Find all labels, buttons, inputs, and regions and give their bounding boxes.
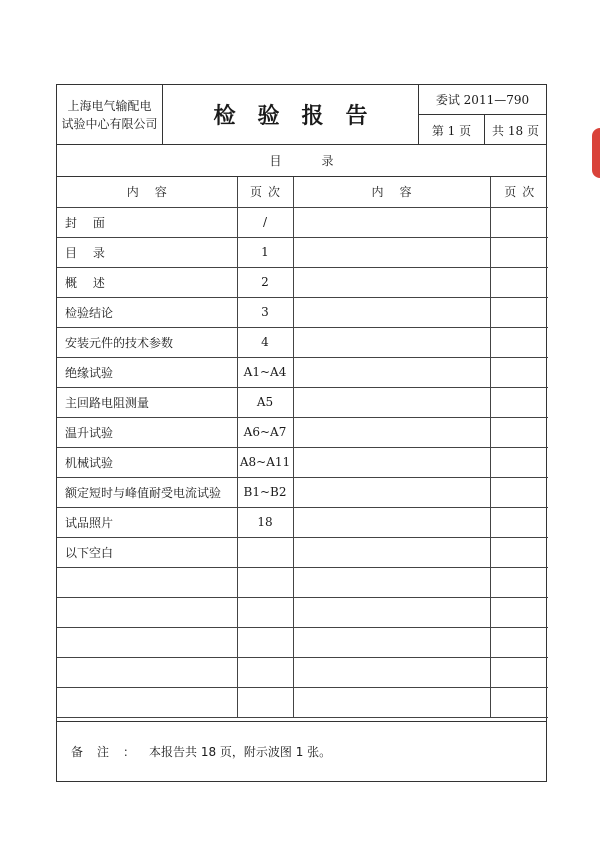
toc-entry-pages [237, 537, 293, 567]
toc-entry-pages-right [490, 387, 548, 417]
toc-row [57, 597, 548, 627]
toc-row [57, 267, 548, 297]
toc-row [57, 687, 548, 717]
remarks-text: 本报告共 18 页，附示波图 1 张。 [149, 745, 332, 759]
toc-entry-pages: A1~A4 [237, 357, 293, 387]
organization-name [57, 85, 163, 144]
toc-table [57, 177, 548, 718]
toc-entry-pages-right [490, 327, 548, 357]
toc-entry-pages: 2 [237, 267, 293, 297]
toc-entry-content-right [293, 477, 490, 507]
toc-entry-content-right [293, 537, 490, 567]
toc-entry-pages-right [490, 267, 548, 297]
toc-row [57, 657, 548, 687]
report-number: 委试 2011—790 [419, 85, 546, 115]
toc-row [57, 447, 548, 477]
toc-entry-content-right [293, 417, 490, 447]
toc-entry-content [57, 567, 237, 597]
toc-entry-content: 以下空白 [57, 537, 237, 567]
toc-entry-content: 封 面 [57, 207, 237, 237]
toc-entry-pages [237, 627, 293, 657]
toc-entry-pages: 4 [237, 327, 293, 357]
toc-entry-pages-right [490, 447, 548, 477]
toc-entry-pages-right [490, 477, 548, 507]
toc-entry-content-right [293, 597, 490, 627]
toc-entry-pages-right [490, 357, 548, 387]
org-line-2: 试验中心有限公司 [61, 116, 158, 131]
toc-row [57, 207, 548, 237]
toc-entry-content-right [293, 627, 490, 657]
toc-entry-content-right [293, 567, 490, 597]
toc-entry-content-right [293, 237, 490, 267]
toc-header-row [57, 177, 548, 207]
toc-entry-pages-right [490, 687, 548, 717]
org-line-1: 上海电气输配电 [67, 98, 152, 113]
toc-entry-content [57, 687, 237, 717]
col-header-pages: 页次 [237, 177, 293, 207]
toc-entry-pages-right [490, 657, 548, 687]
toc-entry-content-right [293, 327, 490, 357]
toc-entry-content [57, 627, 237, 657]
toc-entry-content-right [293, 657, 490, 687]
toc-entry-content-right [293, 447, 490, 477]
toc-entry-pages-right [490, 627, 548, 657]
toc-row [57, 297, 548, 327]
toc-entry-pages-right [490, 207, 548, 237]
toc-entry-content: 绝缘试验 [57, 357, 237, 387]
page-total: 共 18 页 [492, 123, 539, 138]
toc-entry-content [57, 657, 237, 687]
toc-entry-content: 概 述 [57, 267, 237, 297]
toc-entry-pages [237, 687, 293, 717]
toc-entry-pages-right [490, 537, 548, 567]
toc-row [57, 537, 548, 567]
toc-entry-pages: A5 [237, 387, 293, 417]
red-margin-mark [592, 128, 600, 178]
toc-row [57, 507, 548, 537]
toc-entry-pages: / [237, 207, 293, 237]
toc-entry-content: 温升试验 [57, 417, 237, 447]
toc-entry-pages-right [490, 597, 548, 627]
toc-entry-content: 安装元件的技术参数 [57, 327, 237, 357]
toc-entry-pages-right [490, 567, 548, 597]
toc-row [57, 327, 548, 357]
toc-entry-pages-right [490, 417, 548, 447]
col-header-content-2: 内容 [293, 177, 490, 207]
remarks-label: 备注： [71, 745, 150, 759]
toc-entry-pages-right [490, 297, 548, 327]
toc-row [57, 567, 548, 597]
toc-entry-content-right [293, 507, 490, 537]
toc-entry-pages: 1 [237, 237, 293, 267]
toc-row [57, 387, 548, 417]
toc-entry-pages-right [490, 237, 548, 267]
toc-entry-content-right [293, 297, 490, 327]
toc-entry-content-right [293, 207, 490, 237]
toc-entry-content: 机械试验 [57, 447, 237, 477]
toc-row [57, 627, 548, 657]
toc-entry-content-right [293, 357, 490, 387]
toc-entry-content-right [293, 687, 490, 717]
toc-entry-content: 额定短时与峰值耐受电流试验 [57, 477, 237, 507]
toc-entry-content-right [293, 387, 490, 417]
toc-entry-content: 主回路电阻测量 [57, 387, 237, 417]
toc-title: 目录 [57, 145, 546, 177]
col-header-content: 内容 [57, 177, 237, 207]
toc-entry-pages [237, 657, 293, 687]
toc-entry-pages [237, 567, 293, 597]
toc-row [57, 357, 548, 387]
report-frame [56, 84, 547, 782]
toc-entry-pages [237, 597, 293, 627]
toc-entry-pages: A8~A11 [237, 447, 293, 477]
toc-row [57, 477, 548, 507]
toc-row [57, 417, 548, 447]
toc-entry-content: 检验结论 [57, 297, 237, 327]
toc-entry-content [57, 597, 237, 627]
toc-entry-content: 目 录 [57, 237, 237, 267]
toc-entry-pages: B1~B2 [237, 477, 293, 507]
toc-entry-pages-right [490, 507, 548, 537]
report-header [57, 85, 546, 145]
col-header-pages-2: 页次 [490, 177, 548, 207]
remarks [57, 721, 546, 781]
toc-entry-content-right [293, 267, 490, 297]
toc-entry-pages: A6~A7 [237, 417, 293, 447]
page-current: 第 1 页 [419, 115, 485, 145]
report-title: 检验报告 [163, 85, 419, 144]
toc-entry-content: 试品照片 [57, 507, 237, 537]
toc-row [57, 237, 548, 267]
toc-entry-pages: 3 [237, 297, 293, 327]
toc-entry-pages: 18 [237, 507, 293, 537]
